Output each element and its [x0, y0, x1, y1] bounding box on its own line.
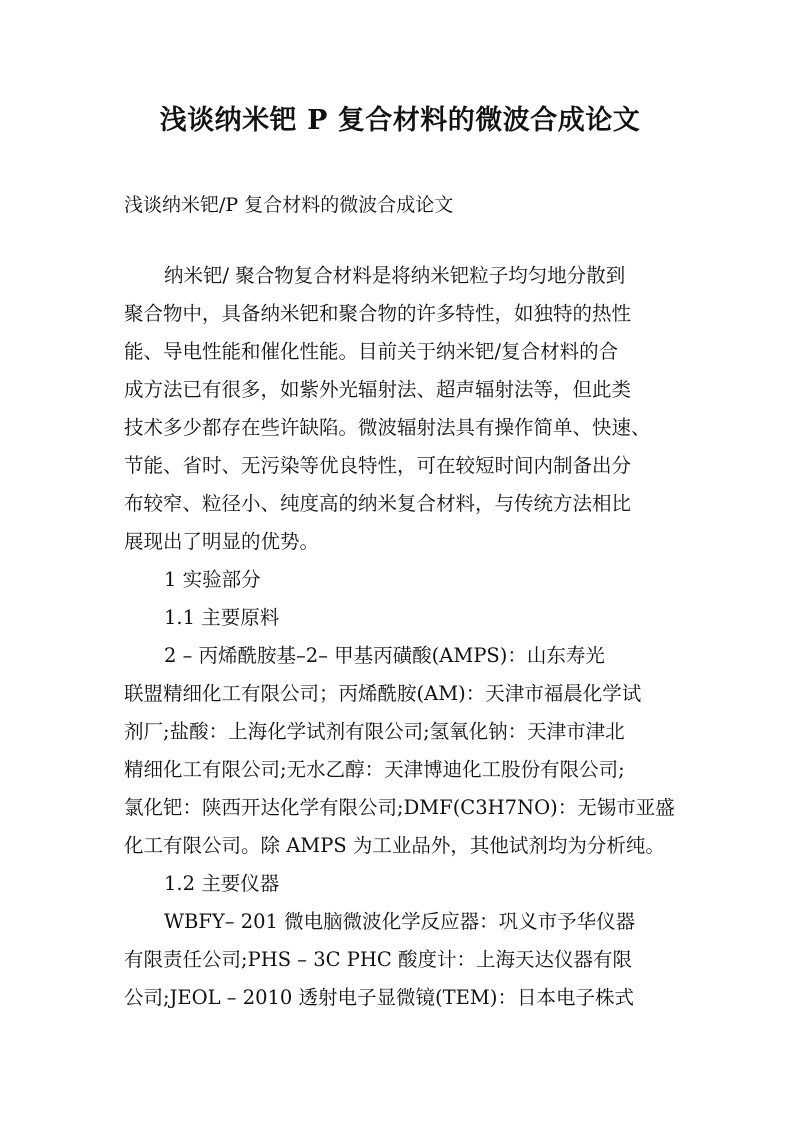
paragraph-line: 节能、省时、无污染等优良特性，可在较短时间内制备出分	[124, 454, 632, 477]
document-title: 浅谈纳米钯 P 复合材料的微波合成论文	[159, 105, 641, 136]
paragraph-line: 技术多少都存在些许缺陷。微波辐射法具有操作简单、快速、	[124, 416, 651, 439]
paragraph-line: 化工有限公司。除 AMPS 为工业品外，其他试剂均为分析纯。	[124, 834, 665, 857]
paragraph-line: 展现出了明显的优势。	[124, 530, 320, 553]
section-heading: 1 实验部分	[164, 568, 261, 591]
paragraph-line: WBFY– 201 微电脑微波化学反应器：巩义市予华仪器	[164, 910, 636, 933]
document-subtitle: 浅谈纳米钯/P 复合材料的微波合成论文	[124, 194, 454, 216]
paragraph-line: 有限责任公司;PHS – 3C PHC 酸度计：上海天达仪器有限	[124, 948, 632, 971]
subsection-heading: 1.2 主要仪器	[164, 872, 280, 895]
paragraph-line: 聚合物中，具备纳米钯和聚合物的许多特性，如独特的热性	[124, 302, 632, 325]
paragraph-line: 布较窄、粒径小、纯度高的纳米复合材料，与传统方法相比	[124, 492, 632, 515]
paragraph-line: 纳米钯/ 聚合物复合材料是将纳米钯粒子均匀地分散到	[164, 264, 626, 287]
paragraph-line: 精细化工有限公司;无水乙醇：天津博迪化工股份有限公司;	[124, 758, 625, 781]
paragraph-line: 剂厂;盐酸：上海化学试剂有限公司;氢氧化钠：天津市津北	[124, 720, 625, 743]
paragraph-line: 公司;JEOL – 2010 透射电子显微镜(TEM)：日本电子株式	[124, 986, 634, 1009]
paragraph-line: 2 – 丙烯酰胺基–2– 甲基丙磺酸(AMPS)：山东寿光	[164, 644, 605, 667]
subsection-heading: 1.1 主要原料	[164, 606, 280, 629]
paragraph-line: 成方法已有很多，如紫外光辐射法、超声辐射法等，但此类	[124, 378, 632, 401]
paragraph-line: 能、导电性能和催化性能。目前关于纳米钯/复合材料的合	[124, 340, 619, 363]
paragraph-line: 氯化钯：陕西开达化学有限公司;DMF(C3H7NO)：无锡市亚盛	[124, 796, 675, 819]
paragraph-line: 联盟精细化工有限公司；丙烯酰胺(AM)：天津市福晨化学试	[124, 682, 642, 705]
